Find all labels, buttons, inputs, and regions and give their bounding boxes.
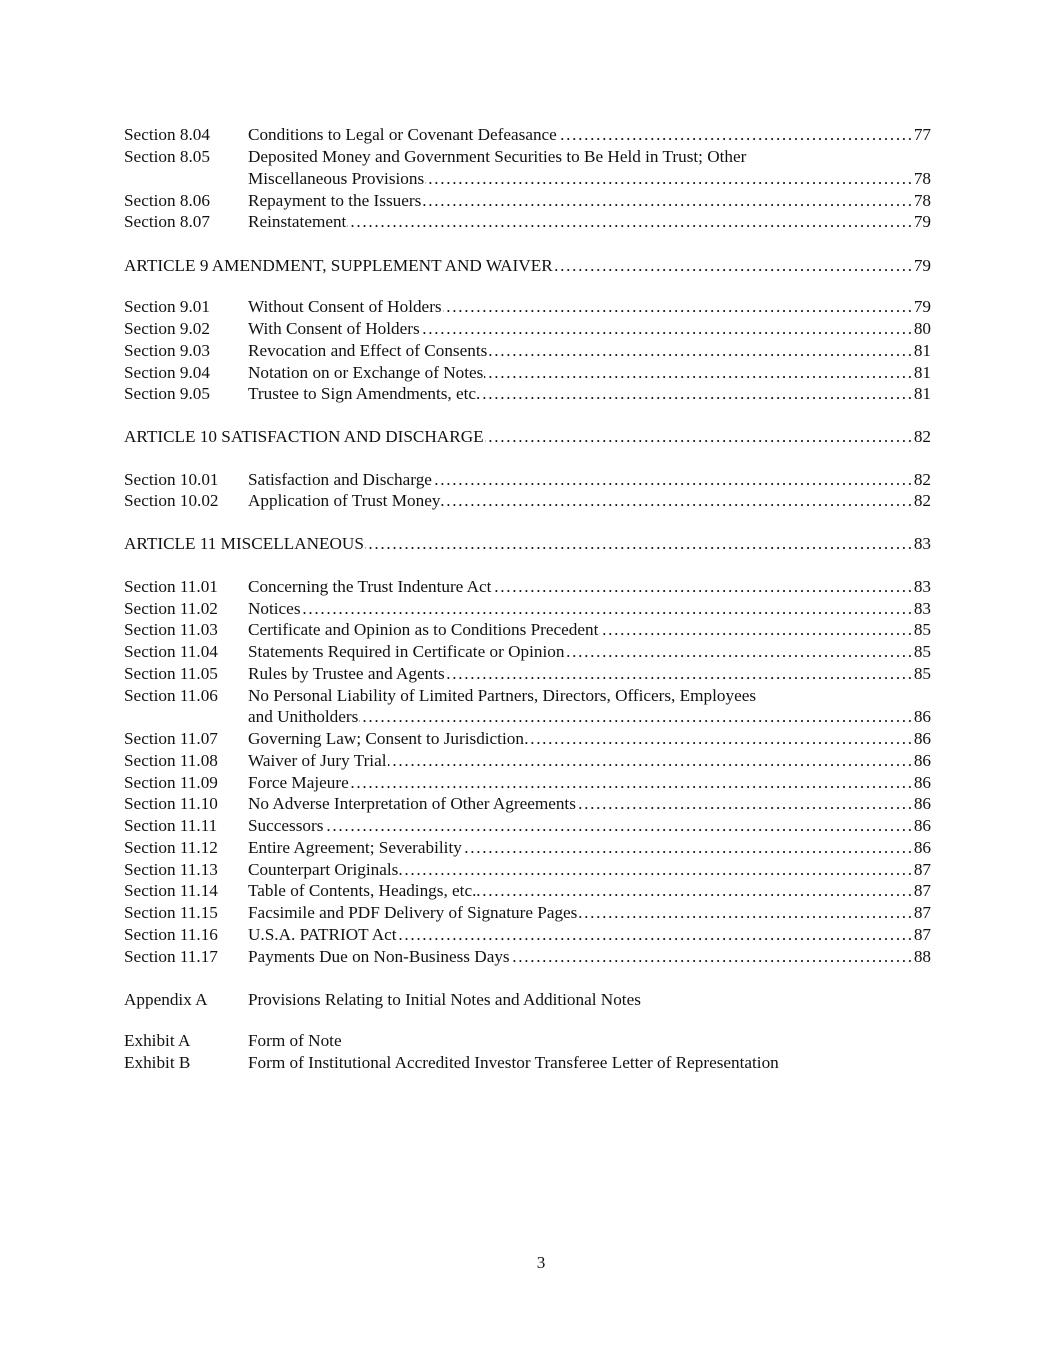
toc-entry-title: Revocation and Effect of Consents: [248, 341, 488, 360]
toc-entry: [124, 772, 931, 794]
toc-entry-title: Form of Note: [248, 1031, 342, 1050]
toc-entry-number: Section 11.08: [124, 751, 218, 770]
toc-entry-title: Satisfaction and Discharge: [248, 470, 432, 489]
dot-leader: [359, 706, 911, 728]
toc-entry-number: Section 11.16: [124, 925, 218, 944]
toc-article-heading: [124, 426, 931, 448]
toc-entry: [124, 685, 931, 707]
toc-entry: [124, 793, 931, 815]
toc-entry: [124, 362, 931, 384]
toc-page-number: 81: [911, 340, 931, 362]
toc-article-heading: [124, 255, 931, 277]
toc-page-number: 81: [911, 362, 931, 384]
toc-page-number: 83: [911, 598, 931, 620]
toc-entry-number: Section 11.09: [124, 773, 218, 792]
toc-entry-title: Application of Trust Money: [248, 491, 441, 510]
toc-entry: [124, 576, 931, 598]
dot-leader: [388, 750, 911, 772]
toc-page-number: 88: [911, 946, 931, 968]
toc-entry: [124, 146, 931, 168]
toc-entry-title: Payments Due on Non-Business Days: [248, 947, 510, 966]
dot-leader: [492, 576, 910, 598]
toc-entry: [124, 837, 931, 859]
toc-entry-title: Notation on or Exchange of Notes: [248, 363, 484, 382]
toc-entry-title: Statements Required in Certificate or Opinion: [248, 642, 565, 661]
toc-entry: [124, 296, 931, 318]
dot-leader: [578, 902, 910, 924]
toc-entry-number: Section 11.05: [124, 664, 218, 683]
toc-entry-title: No Adverse Interpretation of Other Agreements: [248, 794, 576, 813]
toc-entry: [124, 383, 931, 405]
toc-page-number: 78: [911, 190, 931, 212]
toc-entry-number: Section 11.15: [124, 903, 218, 922]
toc-entry-number: Section 9.05: [124, 384, 210, 403]
toc-entry-number: Section 11.12: [124, 838, 218, 857]
toc-entry: [124, 168, 931, 190]
toc-entry: [124, 318, 931, 340]
toc-entry-title: Successors: [248, 816, 324, 835]
toc-entry: [124, 663, 931, 685]
toc-entry-number: Section 9.02: [124, 319, 210, 338]
toc-page-number: 87: [911, 880, 931, 902]
toc-page-number: 87: [911, 924, 931, 946]
dot-leader: [350, 772, 911, 794]
toc-page-number: 87: [911, 859, 931, 881]
toc-entry-number: Appendix A: [124, 990, 208, 1009]
dot-leader: [565, 641, 910, 663]
toc-entry: [124, 946, 931, 968]
toc-entry-title: Governing Law; Consent to Jurisdiction: [248, 729, 524, 748]
toc-entry: [124, 880, 931, 902]
dot-leader: [599, 619, 910, 641]
toc-entry-number: Section 11.13: [124, 860, 218, 879]
toc-entry-title: and Unitholders: [248, 707, 359, 726]
toc-entry-number: Section 9.04: [124, 363, 210, 382]
toc-page-number: 81: [911, 383, 931, 405]
toc-page-number: 86: [911, 772, 931, 794]
dot-leader: [558, 124, 911, 146]
dot-leader: [421, 318, 911, 340]
dot-leader: [422, 190, 911, 212]
toc-entry-number: Section 11.01: [124, 577, 218, 596]
toc-entry-number: Section 9.03: [124, 341, 210, 360]
toc-entry-number: Section 11.04: [124, 642, 218, 661]
toc-page-number: 79: [911, 211, 931, 233]
toc-entry: [124, 190, 931, 212]
dot-leader: [481, 383, 910, 405]
dot-leader: [443, 296, 911, 318]
toc-entry-number: Section 11.07: [124, 729, 218, 748]
toc-page-number: 86: [911, 815, 931, 837]
dot-leader: [477, 880, 910, 902]
toc-entry-title: Notices: [248, 599, 301, 618]
toc-page-number: 82: [911, 469, 931, 491]
toc-entry-number: Section 11.10: [124, 794, 218, 813]
toc-page-number: 85: [911, 663, 931, 685]
toc-entry-title: Counterpart Originals: [248, 860, 399, 879]
toc-entry: [124, 619, 931, 641]
toc-page-number: 82: [911, 490, 931, 512]
toc-entry-title: ARTICLE 10 SATISFACTION AND DISCHARGE: [124, 427, 484, 446]
toc-entry-title: Certificate and Opinion as to Conditions Precedent: [248, 620, 599, 639]
toc-entry: [124, 706, 931, 728]
toc-entry-title: Without Consent of Holders: [248, 297, 442, 316]
toc-entry-title: ARTICLE 9 AMENDMENT, SUPPLEMENT AND WAIVER: [124, 256, 553, 275]
toc-entry-number: Section 8.06: [124, 191, 210, 210]
toc-page-number: 85: [911, 619, 931, 641]
toc-entry-title: Miscellaneous Provisions: [248, 169, 425, 188]
toc-attachment-entry: [124, 1030, 931, 1052]
toc-attachment-entry: [124, 1052, 931, 1074]
toc-entry-title: Waiver of Jury Trial: [248, 751, 387, 770]
dot-leader: [511, 946, 911, 968]
dot-leader: [399, 859, 910, 881]
toc-entry-title: U.S.A. PATRIOT Act: [248, 925, 397, 944]
dot-leader: [324, 815, 910, 837]
dot-leader: [577, 793, 911, 815]
toc-entry-number: Section 11.06: [124, 686, 218, 705]
toc-entry-title: Deposited Money and Government Securities to Be Held in Trust; Other: [248, 147, 747, 166]
toc-entry-title: Force Majeure: [248, 773, 349, 792]
toc-entry-title: Rules by Trustee and Agents: [248, 664, 445, 683]
toc-page-number: 86: [911, 750, 931, 772]
toc-entry-title: Conditions to Legal or Covenant Defeasance: [248, 125, 557, 144]
toc-article-heading: [124, 533, 931, 555]
toc-entry-number: Section 11.14: [124, 881, 218, 900]
toc-entry: [124, 124, 931, 146]
toc-entry-title: Concerning the Trust Indenture Act: [248, 577, 492, 596]
toc-entry-number: Section 11.11: [124, 816, 218, 835]
toc-entry-number: Section 10.02: [124, 491, 219, 510]
toc-page-number: 86: [911, 793, 931, 815]
toc-page-number: 78: [911, 168, 931, 190]
toc-entry-title: No Personal Liability of Limited Partners, Directors, Officers, Employees: [248, 686, 757, 705]
toc-page-number: 87: [911, 902, 931, 924]
dot-leader: [446, 663, 911, 685]
toc-entry: [124, 641, 931, 663]
toc-page-number: 77: [911, 124, 931, 146]
toc-entry-title: Reinstatement: [248, 212, 347, 231]
toc-page-number: 83: [911, 576, 931, 598]
toc-entry: [124, 211, 931, 233]
toc-entry: [124, 598, 931, 620]
toc-entry-number: Section 11.17: [124, 947, 218, 966]
toc-entry-title: ARTICLE 11 MISCELLANEOUS: [124, 534, 364, 553]
dot-leader: [365, 533, 911, 555]
toc-entry-number: Section 8.04: [124, 125, 210, 144]
dot-leader: [485, 426, 911, 448]
toc-page-number: 86: [911, 728, 931, 750]
toc-page-number: 80: [911, 318, 931, 340]
toc-attachment-entry: [124, 989, 931, 1011]
toc-entry-title: Entire Agreement; Severability: [248, 838, 462, 857]
toc-page-number: 83: [911, 533, 931, 555]
dot-leader: [302, 598, 911, 620]
toc-entry-title: Provisions Relating to Initial Notes and Additional Notes: [248, 990, 641, 1009]
toc-page-number: 79: [911, 296, 931, 318]
dot-leader: [398, 924, 911, 946]
toc-entry: [124, 750, 931, 772]
toc-entry: [124, 859, 931, 881]
toc-entry-title: Form of Institutional Accredited Investor Transferee Letter of Representation: [248, 1053, 779, 1072]
toc-entry-title: Table of Contents, Headings, etc.: [248, 881, 477, 900]
dot-leader: [484, 362, 910, 384]
dot-leader: [554, 255, 911, 277]
toc-page-number: 79: [911, 255, 931, 277]
toc-page-number: 82: [911, 426, 931, 448]
toc-entry-title: With Consent of Holders: [248, 319, 420, 338]
toc-entry-number: Section 8.05: [124, 147, 210, 166]
toc-entry-number: Exhibit B: [124, 1053, 191, 1072]
toc-entry: [124, 469, 931, 491]
toc-entry-number: Section 11.02: [124, 599, 218, 618]
dot-leader: [441, 490, 910, 512]
toc-entry: [124, 902, 931, 924]
toc-entry: [124, 815, 931, 837]
toc-entry-number: Section 11.03: [124, 620, 218, 639]
toc-entry: [124, 340, 931, 362]
dot-leader: [433, 469, 911, 491]
dot-leader: [463, 837, 911, 859]
toc-entry-title: Facsimile and PDF Delivery of Signature Pages: [248, 903, 578, 922]
toc-entry-title: Repayment to the Issuers: [248, 191, 422, 210]
toc-entry: [124, 924, 931, 946]
toc-entry-number: Section 9.01: [124, 297, 210, 316]
toc-page-number: 86: [911, 706, 931, 728]
toc-entry: [124, 490, 931, 512]
toc-page-number: 86: [911, 837, 931, 859]
toc-page-number: 85: [911, 641, 931, 663]
toc-entry-number: Section 10.01: [124, 470, 219, 489]
toc-entry-number: Section 8.07: [124, 212, 210, 231]
dot-leader: [347, 211, 910, 233]
dot-leader: [525, 728, 911, 750]
page-number: 3: [536, 1253, 546, 1272]
toc-entry: [124, 728, 931, 750]
toc-entry-title: Trustee to Sign Amendments, etc.: [248, 384, 481, 403]
dot-leader: [488, 340, 911, 362]
dot-leader: [425, 168, 911, 190]
toc-entry-number: Exhibit A: [124, 1031, 191, 1050]
